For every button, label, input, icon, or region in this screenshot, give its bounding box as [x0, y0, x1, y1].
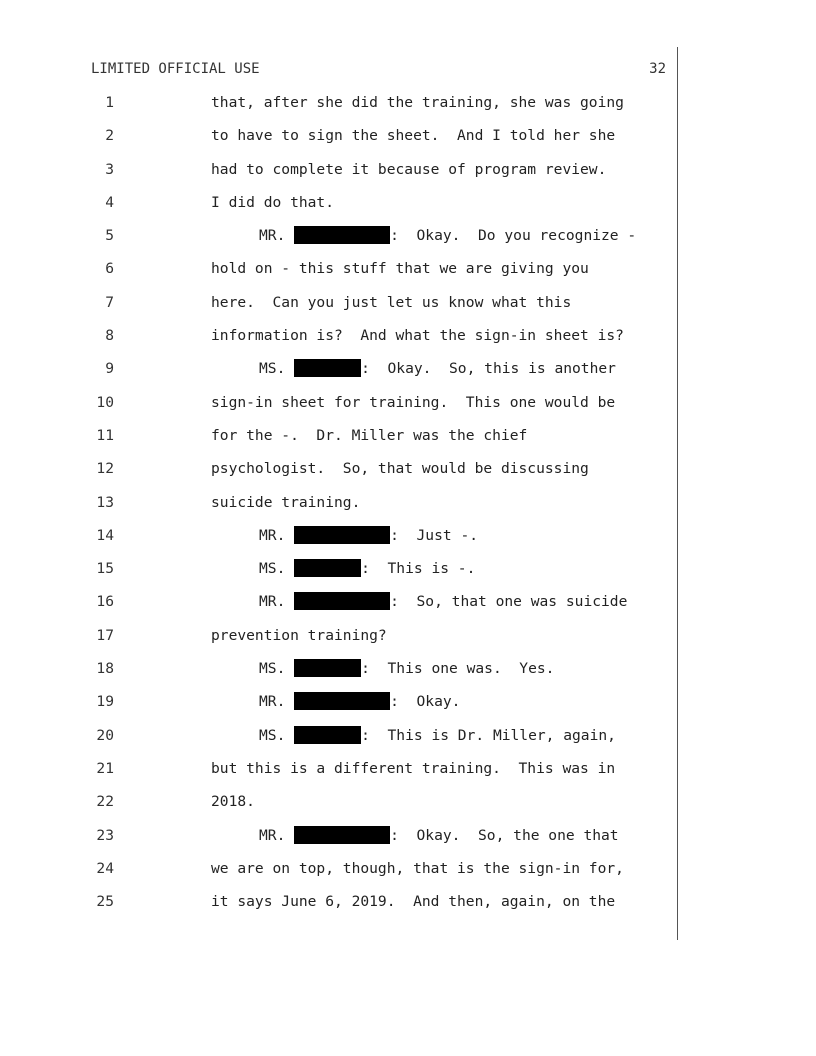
- line-number: 22: [96, 793, 114, 811]
- transcript-line: [0, 459, 680, 492]
- redaction-block: [294, 359, 361, 377]
- speaker-text: : So, that one was suicide: [390, 593, 628, 611]
- transcript-line: [0, 826, 680, 859]
- line-number: 2: [105, 127, 114, 145]
- speaker-text: : This is Dr. Miller, again,: [361, 726, 616, 744]
- speaker-title: MS.: [259, 560, 286, 578]
- line-text: but this is a different training. This was in: [211, 759, 616, 777]
- line-text: to have to sign the sheet. And I told her she: [211, 127, 616, 145]
- transcript-line: [0, 193, 680, 226]
- speaker-line: [259, 226, 636, 246]
- line-number: 17: [96, 626, 114, 644]
- line-number: 1: [105, 94, 114, 111]
- line-number: 25: [96, 893, 114, 911]
- transcript-line: [0, 626, 680, 659]
- line-number: 3: [105, 160, 114, 178]
- speaker-line: [259, 826, 619, 846]
- transcript-line: [0, 559, 680, 592]
- transcript-line: [0, 792, 680, 825]
- redaction-block: [294, 826, 390, 844]
- line-text: suicide training.: [211, 493, 361, 511]
- redaction-block: [294, 692, 390, 710]
- transcript-line: [0, 493, 680, 526]
- transcript-line: [0, 293, 680, 326]
- speaker-text: : This one was. Yes.: [361, 660, 555, 678]
- line-number: 9: [105, 360, 114, 378]
- speaker-title: MR.: [259, 227, 286, 245]
- line-number: 21: [96, 759, 114, 777]
- speaker-title: MS.: [259, 726, 286, 744]
- line-number: 24: [96, 859, 114, 877]
- speaker-text: : Okay. So, this is another: [361, 360, 616, 378]
- line-text: it says June 6, 2019. And then, again, on the: [211, 893, 616, 911]
- transcript-line: [0, 659, 680, 692]
- transcript-line: [0, 426, 680, 459]
- line-number: 20: [96, 726, 114, 744]
- transcript-line: [0, 892, 680, 925]
- transcript-line: [0, 526, 680, 559]
- line-text: psychologist. So, that would be discussing: [211, 460, 589, 478]
- transcript-line: [0, 93, 680, 126]
- speaker-title: MS.: [259, 360, 286, 378]
- speaker-text: : This is -.: [361, 560, 476, 578]
- speaker-line: [259, 526, 478, 546]
- line-number: 7: [105, 293, 114, 311]
- speaker-title: MR.: [259, 826, 286, 844]
- speaker-text: : Just -.: [390, 526, 479, 544]
- speaker-text: : Okay.: [390, 693, 461, 711]
- page-number: 32: [649, 61, 666, 77]
- transcript-line: [0, 692, 680, 725]
- transcript-line: [0, 359, 680, 392]
- line-number: 11: [96, 426, 114, 444]
- transcript-line: [0, 726, 680, 759]
- redaction-block: [294, 592, 390, 610]
- line-number: 14: [96, 526, 114, 544]
- line-number: 8: [105, 327, 114, 345]
- line-text: 2018.: [211, 793, 255, 811]
- line-text: for the -. Dr. Miller was the chief: [211, 426, 528, 444]
- redaction-block: [294, 726, 361, 744]
- speaker-line: [259, 726, 616, 746]
- line-number: 18: [96, 660, 114, 678]
- transcript-line: [0, 393, 680, 426]
- line-text: hold on - this stuff that we are giving you: [211, 260, 589, 278]
- transcript-lines: [0, 93, 680, 925]
- transcript-line: [0, 326, 680, 359]
- line-text: that, after she did the training, she was going: [211, 94, 624, 111]
- line-text: sign-in sheet for training. This one would be: [211, 393, 616, 411]
- speaker-line: [259, 592, 627, 612]
- line-number: 10: [96, 393, 114, 411]
- classification-header: LIMITED OFFICIAL USE: [91, 61, 260, 77]
- redaction-block: [294, 659, 361, 677]
- line-text: we are on top, though, that is the sign-in for,: [211, 859, 624, 877]
- transcript-line: [0, 126, 680, 159]
- line-number: 19: [96, 693, 114, 711]
- line-text: I did do that.: [211, 193, 335, 211]
- speaker-title: MS.: [259, 660, 286, 678]
- redaction-block: [294, 226, 390, 244]
- transcript-line: [0, 259, 680, 292]
- line-number: 5: [105, 227, 114, 245]
- line-text: information is? And what the sign-in sheet is?: [211, 327, 624, 345]
- speaker-line: [259, 359, 616, 379]
- line-number: 4: [105, 193, 114, 211]
- line-text: here. Can you just let us know what this: [211, 293, 572, 311]
- speaker-line: [259, 559, 475, 579]
- line-number: 16: [96, 593, 114, 611]
- line-text: had to complete it because of program review.: [211, 160, 607, 178]
- transcript-line: [0, 160, 680, 193]
- speaker-title: MR.: [259, 593, 286, 611]
- redaction-block: [294, 559, 361, 577]
- transcript-line: [0, 592, 680, 625]
- line-number: 15: [96, 560, 114, 578]
- speaker-title: MR.: [259, 526, 286, 544]
- transcript-line: [0, 759, 680, 792]
- transcript-line: [0, 226, 680, 259]
- line-number: 6: [105, 260, 114, 278]
- line-number: 12: [96, 460, 114, 478]
- transcript-line: [0, 859, 680, 892]
- speaker-text: : Okay. Do you recognize -: [390, 227, 637, 245]
- line-number: 23: [96, 826, 114, 844]
- speaker-title: MR.: [259, 693, 286, 711]
- speaker-text: : Okay. So, the one that: [390, 826, 619, 844]
- speaker-line: [259, 692, 460, 712]
- redaction-block: [294, 526, 390, 544]
- speaker-line: [259, 659, 554, 679]
- line-text: prevention training?: [211, 626, 387, 644]
- line-number: 13: [96, 493, 114, 511]
